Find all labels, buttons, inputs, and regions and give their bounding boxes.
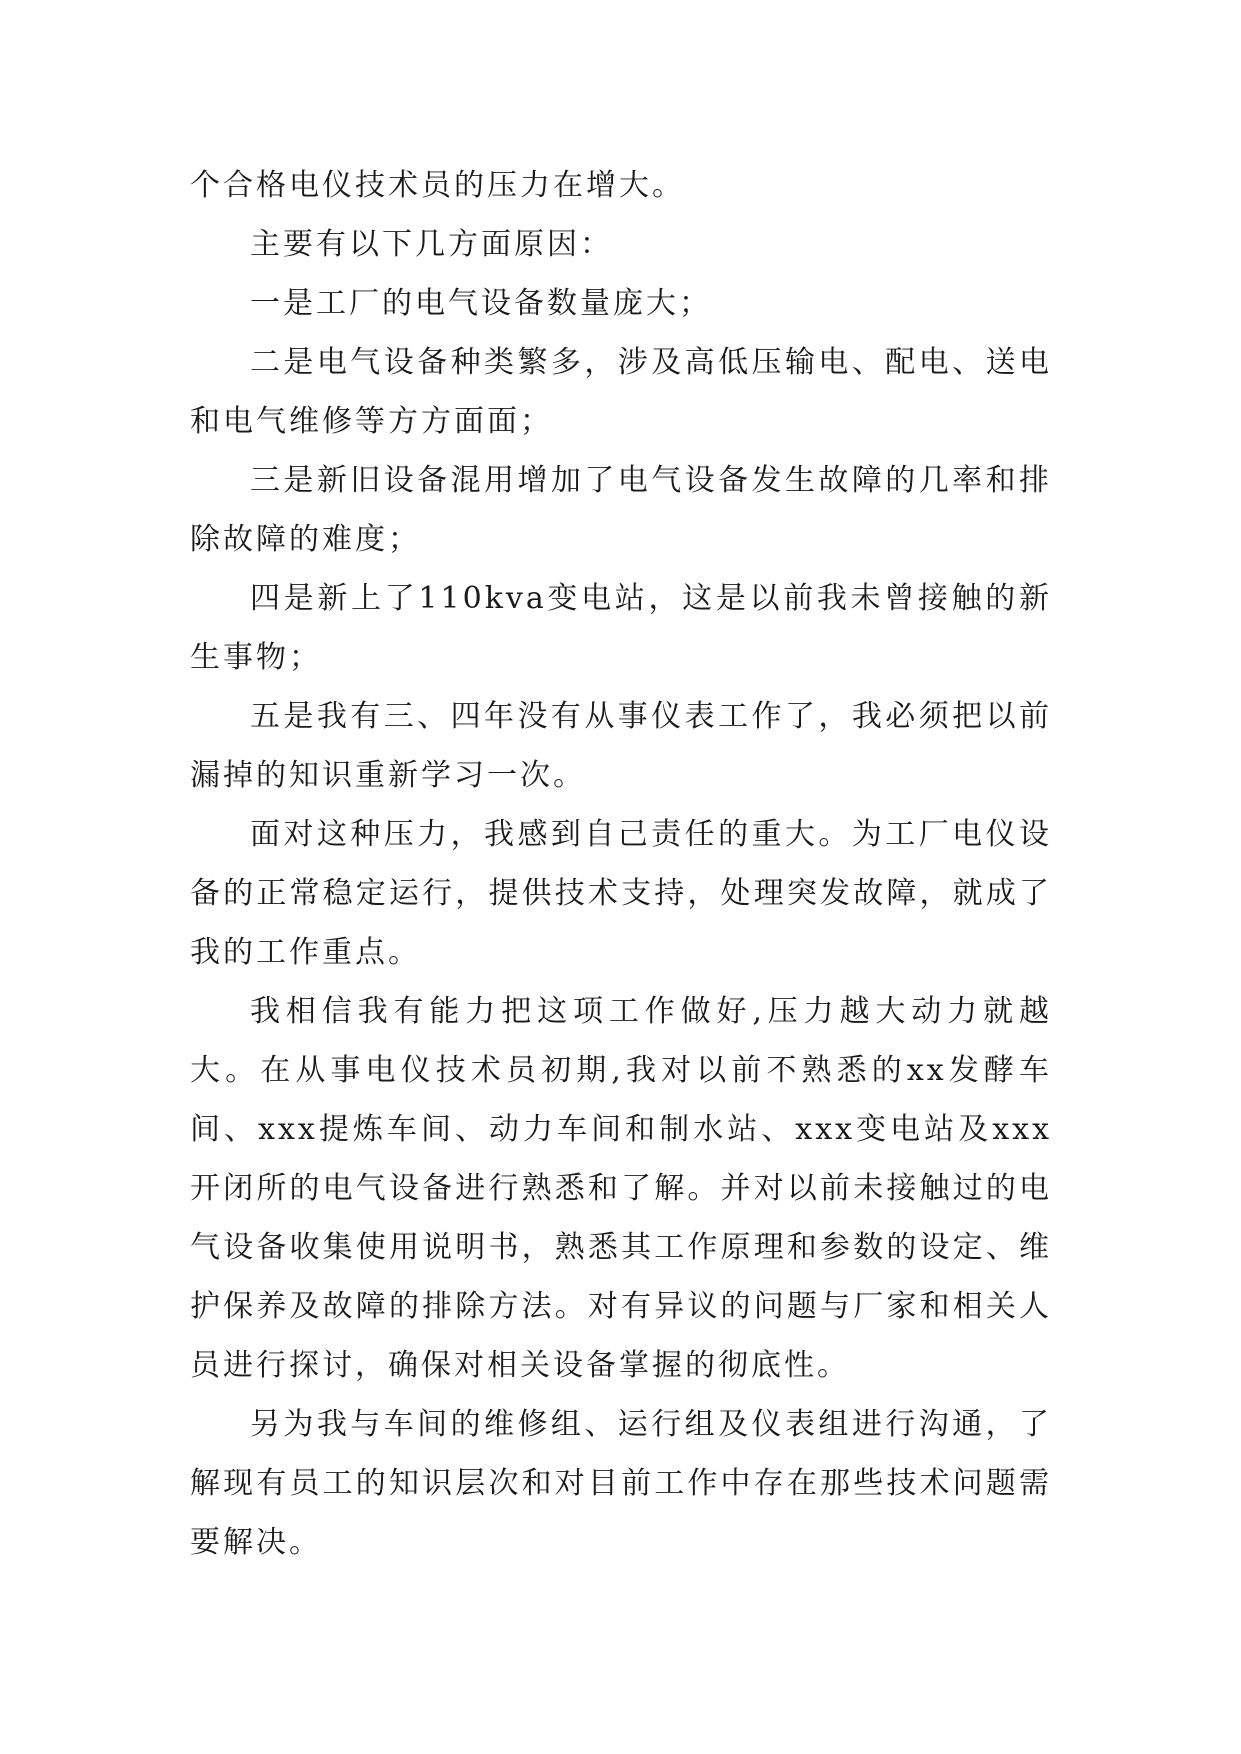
- paragraph-reason-2: 二是电气设备种类繁多，涉及高低压输电、配电、送电和电气维修等方方面面；: [190, 345, 1052, 439]
- paragraph-confidence: 我相信我有能力把这项工作做好,压力越大动力就越大。在从事电仪技术员初期,我对以前不熟悉的xx发酵车间、xxx提炼车间、动力车间和制水站、xxx变电站及xxx开闭所的电气设备进行熟悉和了解。并对以前未接触过的电气设备收集使用说明书，熟悉其工作原理和参数的设定、维护保养及故障的排除方法。对有异议的问题与厂家和相关人员进行探讨，确保对相关设备掌握的彻底性。: [190, 994, 1052, 1383]
- document-body: [190, 156, 1052, 1572]
- paragraph-communication: 另为我与车间的维修组、运行组及仪表组进行沟通，了解现有员工的知识层次和对目前工作中存在那些技术问题需要解决。: [190, 1407, 1052, 1560]
- paragraph-reason-5: 五是我有三、四年没有从事仪表工作了，我必须把以前漏掉的知识重新学习一次。: [190, 699, 1052, 793]
- paragraph-reason-3: 三是新旧设备混用增加了电气设备发生故障的几率和排除故障的难度；: [190, 463, 1052, 557]
- paragraph-reason-4: 四是新上了110kva变电站，这是以前我未曾接触的新生事物；: [190, 581, 1052, 675]
- paragraph-continuation: 个合格电仪技术员的压力在增大。: [190, 168, 685, 203]
- paragraph-pressure: 面对这种压力，我感到自己责任的重大。为工厂电仪设备的正常稳定运行，提供技术支持，处理突发故障，就成了我的工作重点。: [190, 817, 1052, 970]
- paragraph-reason-1: 一是工厂的电气设备数量庞大；: [250, 286, 712, 321]
- paragraph-reasons-intro: 主要有以下几方面原因：: [250, 227, 613, 262]
